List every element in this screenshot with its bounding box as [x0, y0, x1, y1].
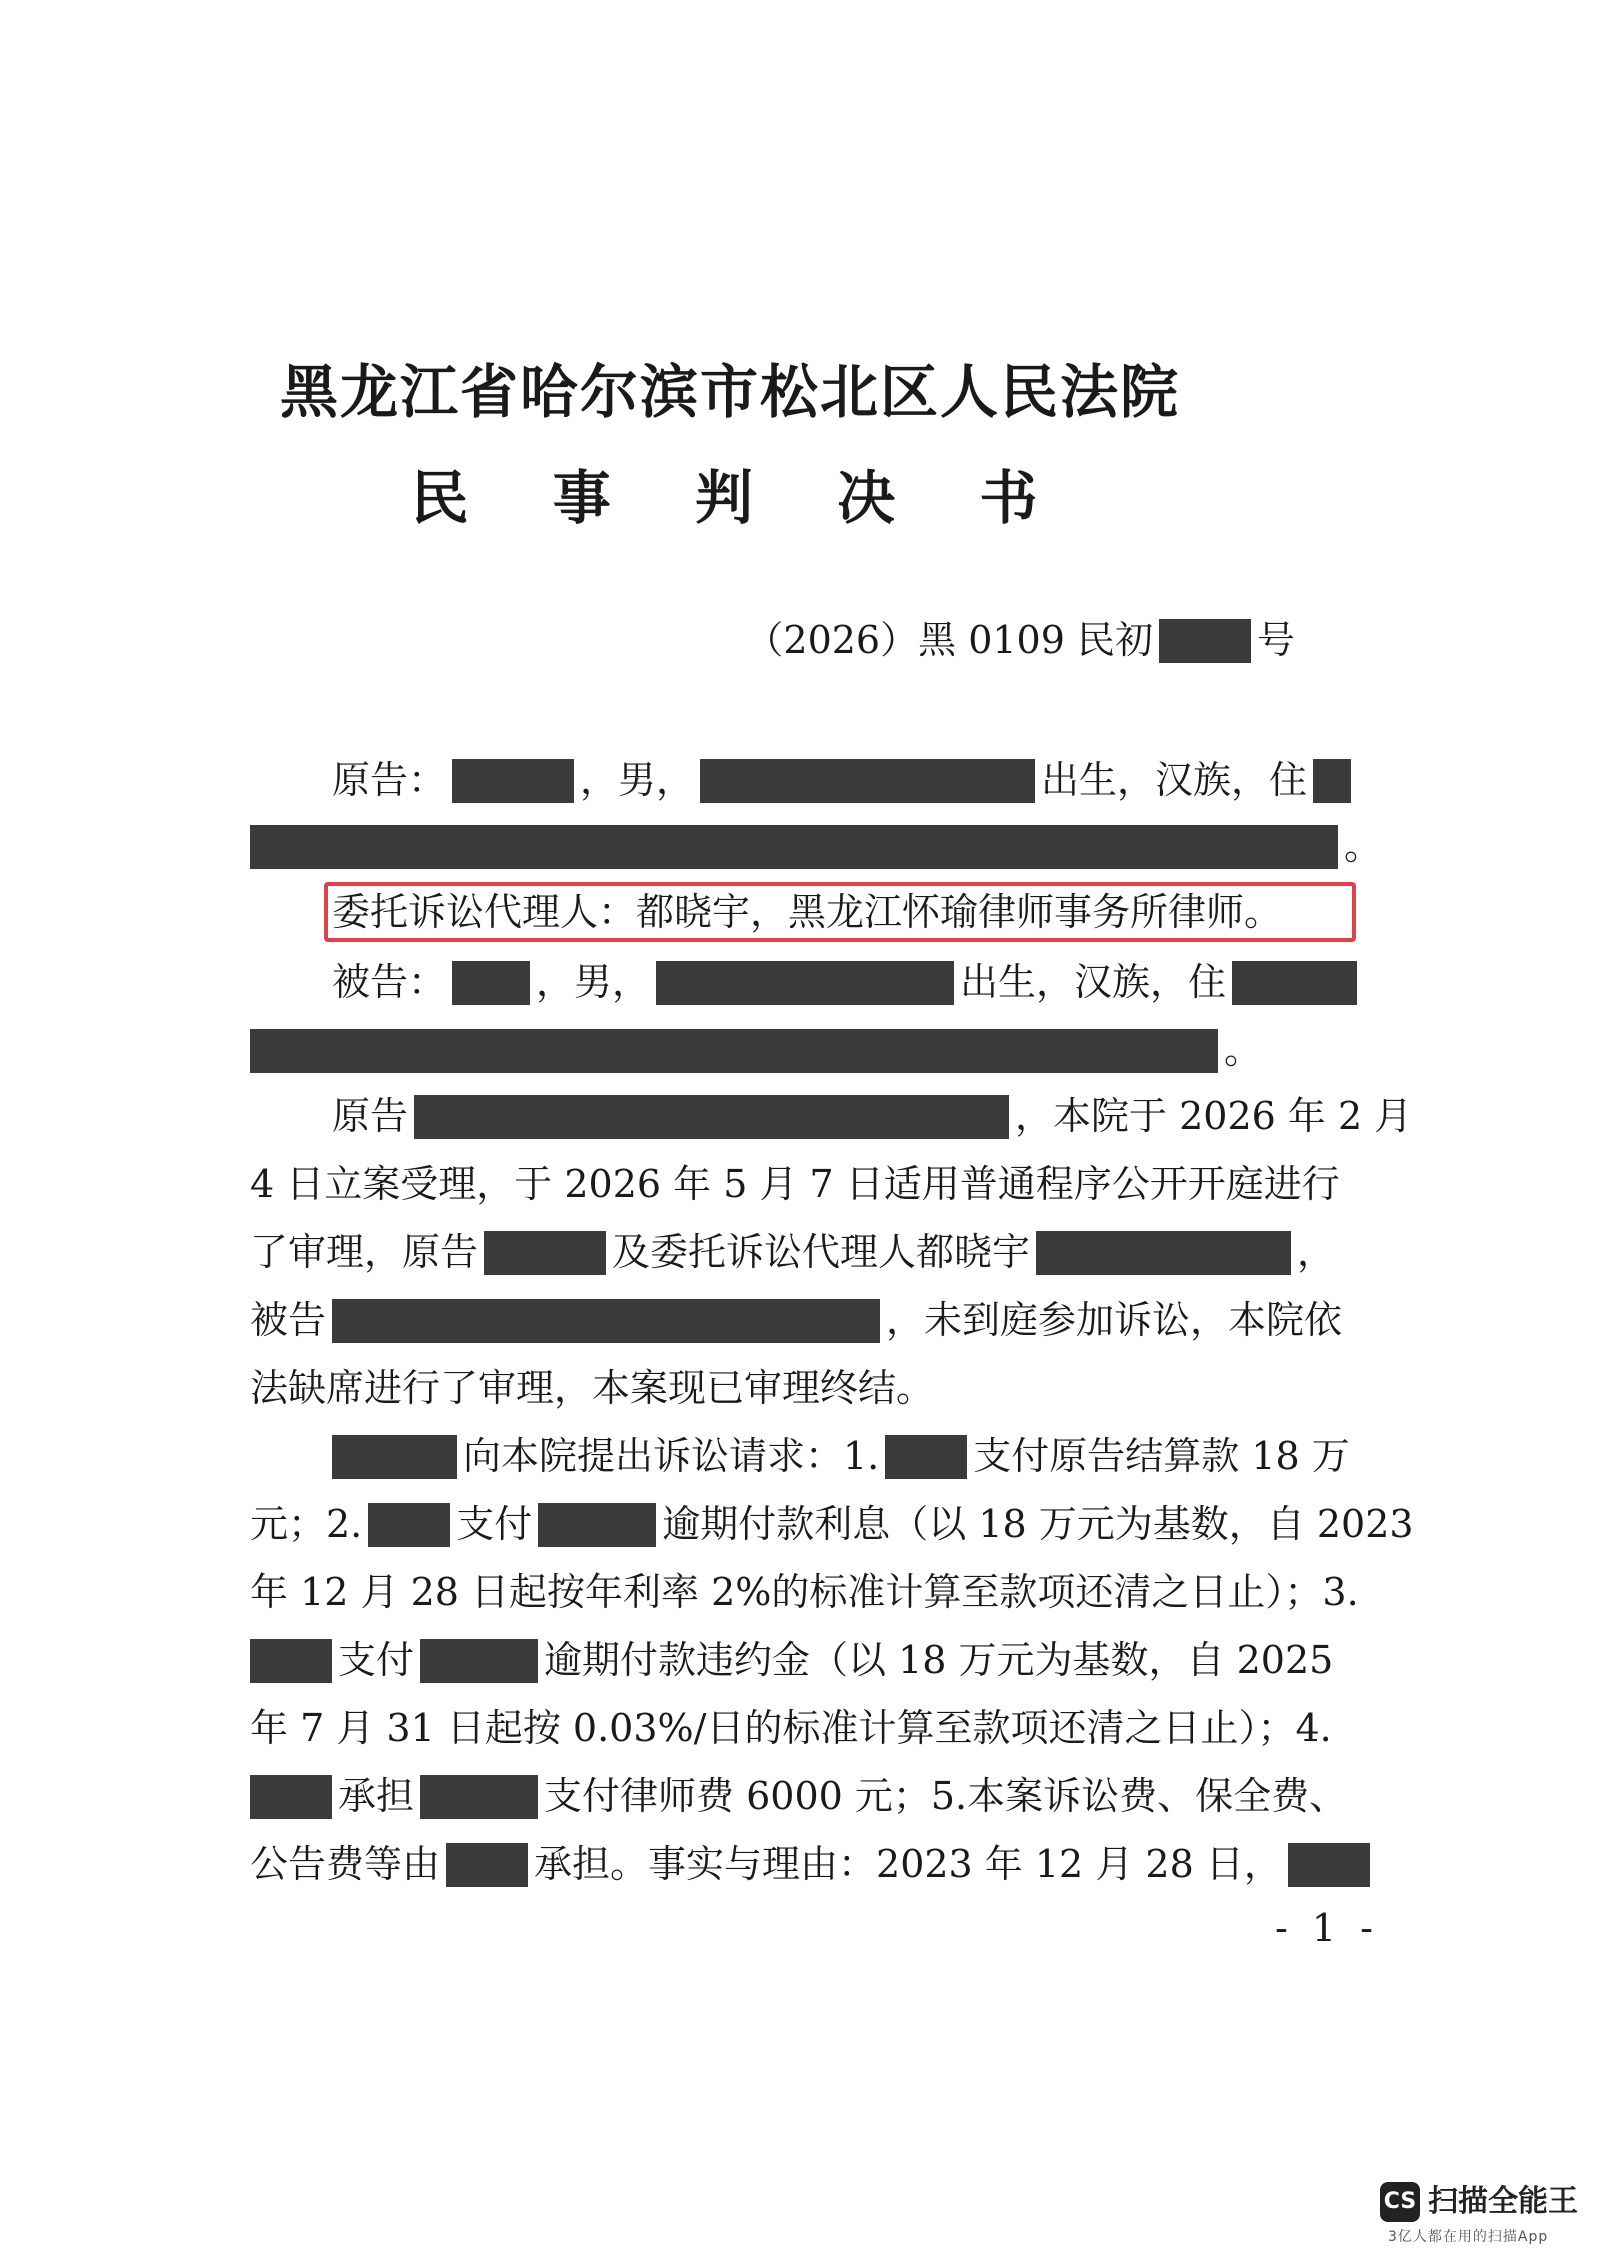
redaction-block: [250, 1639, 332, 1683]
redaction-block: [332, 1299, 880, 1343]
redaction-block: [250, 1029, 1218, 1073]
text-run: 逾期付款利息（以 18 万元为基数，自 2023: [662, 1502, 1414, 1546]
claim-line-3: [250, 1562, 1359, 1622]
text-run: 向本院提出诉讼请求：1.: [463, 1434, 880, 1478]
text-run: ，男，: [536, 960, 651, 1004]
camscanner-logo-icon: CS: [1380, 2182, 1420, 2222]
text-run: 年 7 月 31 日起按 0.03%/日的标准计算至款项还清之日止）；4.: [250, 1706, 1332, 1750]
text-run: 逾期付款违约金（以 18 万元为基数，自 2025: [544, 1638, 1334, 1682]
text-run: 承担: [338, 1774, 415, 1818]
redaction-block: [700, 759, 1035, 803]
document-type-title: 民 事 判 决 书: [410, 464, 1070, 532]
text-run: ，: [1297, 1230, 1336, 1274]
procedure-line-3: [250, 1222, 1335, 1282]
text-run: 法缺席进行了审理，本案现已审理终结。: [250, 1366, 935, 1410]
text-run: 支付: [338, 1638, 415, 1682]
agent-text: 委托诉讼代理人：都晓宇，黑龙江怀瑜律师事务所律师。: [332, 890, 1283, 934]
text-run: 出生，汉族，住: [1041, 758, 1308, 802]
text-run: 支付律师费 6000 元；5.本案诉讼费、保全费、: [544, 1774, 1348, 1818]
case-number: [745, 612, 1295, 668]
court-name: 黑龙江省哈尔滨市松北区人民法院: [279, 358, 1180, 426]
redaction-block: [656, 961, 954, 1005]
redaction-block: [452, 961, 530, 1005]
watermark-app-name: 扫描全能王: [1428, 2184, 1578, 2219]
text-run: 。: [1344, 824, 1383, 868]
procedure-line-5: [250, 1358, 934, 1418]
redaction-block: [1036, 1231, 1291, 1275]
redaction-block: [1159, 619, 1251, 663]
redaction-block: [1313, 759, 1351, 803]
text-run: ，本院于 2026 年 2 月: [1015, 1094, 1413, 1138]
procedure-line-4: [250, 1290, 1342, 1350]
text-run: 支付原告结算款 18 万: [973, 1434, 1350, 1478]
redaction-block: [1288, 1843, 1370, 1887]
redaction-block: [420, 1639, 538, 1683]
procedure-line-2: [250, 1154, 1340, 1214]
claim-line-6: [250, 1766, 1347, 1826]
case-number-suffix: 号: [1256, 618, 1295, 662]
defendant-line: [332, 952, 1363, 1012]
redaction-block: [332, 1435, 457, 1479]
procedure-line-1: [332, 1086, 1412, 1146]
redaction-block: [250, 1775, 332, 1819]
defendant-address-line: [250, 1020, 1262, 1080]
text-run: ，男，: [580, 758, 695, 802]
text-run: 承担。事实与理由：2023 年 12 月 28 日，: [534, 1842, 1282, 1886]
redaction-block: [368, 1503, 450, 1547]
watermark-tagline: 3亿人都在用的扫描App: [1388, 2229, 1549, 2245]
redaction-block: [420, 1775, 538, 1819]
redaction-block: [1232, 961, 1357, 1005]
text-run: 元；2.: [250, 1502, 363, 1546]
redaction-block: [885, 1435, 967, 1479]
text-run: 公告费等由: [250, 1842, 441, 1886]
defendant-label: 被告：: [332, 960, 447, 1004]
text-run: 支付: [456, 1502, 533, 1546]
claim-line-5: [250, 1698, 1332, 1758]
claim-line-2: [250, 1494, 1414, 1554]
text-run: 。: [1224, 1028, 1263, 1072]
text-run: 了审理，原告: [250, 1230, 479, 1274]
text-run: 原告: [332, 1094, 409, 1138]
page-number: - 1 -: [1275, 1906, 1380, 1950]
case-number-prefix: （2026）黑 0109 民初: [745, 618, 1153, 662]
plaintiff-line: [332, 750, 1357, 810]
agent-line: [332, 882, 1282, 942]
claim-line-7: [250, 1834, 1376, 1894]
redaction-block: [484, 1231, 606, 1275]
redaction-block: [446, 1843, 528, 1887]
text-run: 出生，汉族，住: [960, 960, 1227, 1004]
text-run: 年 12 月 28 日起按年利率 2%的标准计算至款项还清之日止）；3.: [250, 1570, 1359, 1614]
redaction-block: [250, 825, 1338, 869]
redaction-block: [452, 759, 574, 803]
plaintiff-address-line: [250, 816, 1382, 876]
text-run: 被告: [250, 1298, 327, 1342]
claim-line-4: [250, 1630, 1333, 1690]
redaction-block: [538, 1503, 656, 1547]
scanner-watermark: [1380, 2180, 1580, 2250]
redaction-block: [414, 1095, 1009, 1139]
claim-line-1: [332, 1426, 1350, 1486]
plaintiff-label: 原告：: [332, 758, 447, 802]
text-run: 及委托诉讼代理人都晓宇: [612, 1230, 1031, 1274]
text-run: 4 日立案受理，于 2026 年 5 月 7 日适用普通程序公开开庭进行: [250, 1162, 1340, 1206]
text-run: ，未到庭参加诉讼，本院依: [886, 1298, 1343, 1342]
